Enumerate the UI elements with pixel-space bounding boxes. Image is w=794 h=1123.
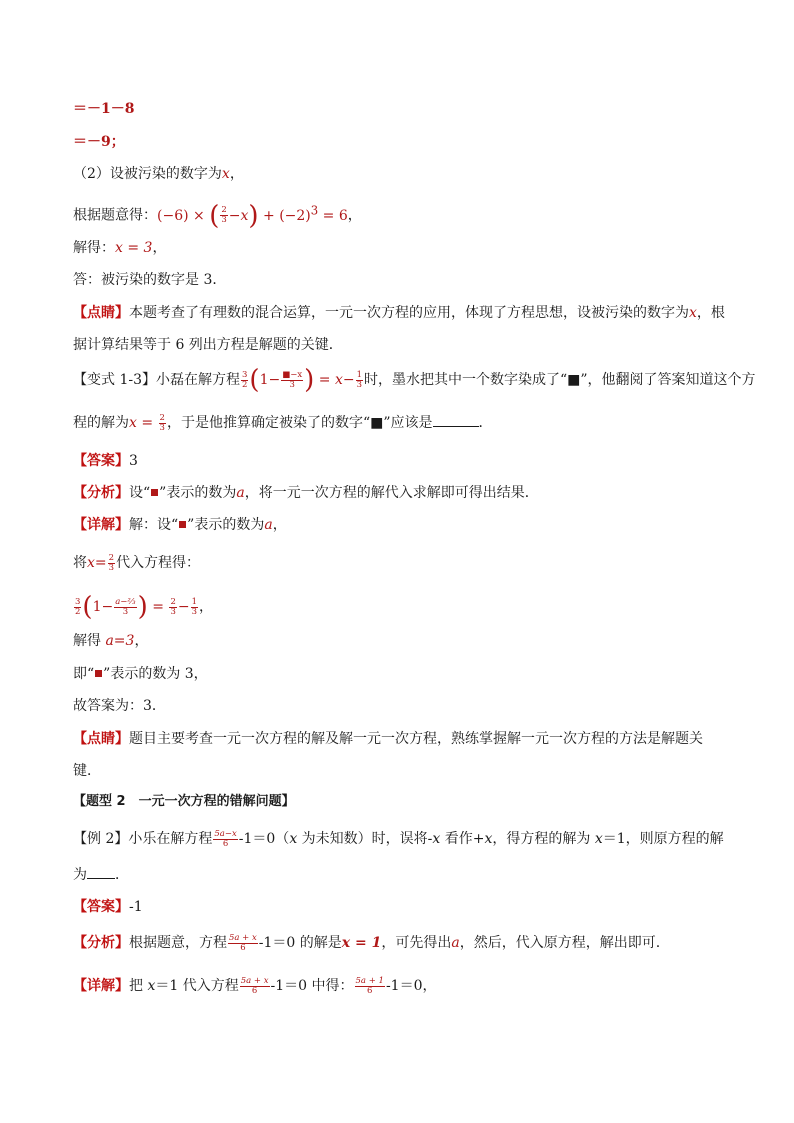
detail-line <box>73 631 724 651</box>
math-part: x= <box>87 555 107 571</box>
text: ， <box>134 633 149 649</box>
analysis-line <box>73 483 724 503</box>
answer-line <box>73 270 724 290</box>
section-tag: 【点睛】 <box>73 305 129 321</box>
text: ，然后，代入原方程，解出即可. <box>459 935 661 951</box>
text: ”表示的数为 <box>187 517 265 533</box>
text: 3 <box>129 453 138 469</box>
comment-line <box>73 729 724 749</box>
equation <box>212 828 238 849</box>
fraction <box>281 371 303 390</box>
text: ，将一元一次方程的解代入求解即可得出结果． <box>244 485 539 501</box>
numerator: 2 <box>221 205 227 216</box>
detail-equation-line <box>73 592 724 622</box>
text: ， <box>272 517 287 533</box>
equation-setup-line <box>73 200 724 231</box>
text: -1＝0， <box>385 978 437 994</box>
equation <box>240 365 364 395</box>
fraction <box>228 934 258 953</box>
denominator: 3 <box>108 562 115 573</box>
variable: a <box>264 517 273 533</box>
numerator: 5a−x <box>214 828 237 839</box>
fraction <box>356 371 363 390</box>
text: ”表示的数为 <box>159 485 237 501</box>
section-tag: 【分析】 <box>73 485 129 501</box>
text: 程的解为 <box>73 415 129 431</box>
text: ＝1，则原方程的解 <box>602 831 724 847</box>
fraction <box>169 598 176 617</box>
text: 小磊在解方程 <box>156 372 240 388</box>
fraction <box>220 206 227 225</box>
section-tag: 【答案】 <box>73 453 129 469</box>
text: 根据题意，方程 <box>129 935 227 951</box>
numerator: 3 <box>75 596 81 607</box>
left-paren: ( <box>249 365 260 395</box>
math-part: = 6 <box>318 207 348 224</box>
ink-square-icon <box>179 521 186 528</box>
text: 故答案为：3． <box>73 698 166 714</box>
numerator: 3 <box>242 369 248 380</box>
denominator: 3 <box>122 606 129 617</box>
section-tag: 【例 2】 <box>73 831 129 847</box>
text: 小乐在解方程 <box>128 831 213 847</box>
left-paren: ( <box>82 592 93 622</box>
right-paren: ) <box>137 592 148 622</box>
section-tag: 【详解】 <box>73 978 129 994</box>
math-part: 1− <box>92 599 114 615</box>
math-expression: a=3 <box>105 633 135 649</box>
fraction <box>159 414 166 433</box>
equation <box>354 975 386 996</box>
text: 键． <box>73 763 101 779</box>
text: 解得： <box>73 240 115 256</box>
answer-blank <box>433 412 479 427</box>
section-tag: 【答案】 <box>73 899 129 915</box>
numerator: 1 <box>356 369 363 380</box>
section-tag: 【变式 1-3】 <box>73 372 156 388</box>
text: ． <box>115 867 129 883</box>
denominator: 3 <box>191 606 198 617</box>
denominator: 6 <box>251 985 258 996</box>
comment-line <box>73 303 724 323</box>
numerator: 2 <box>170 596 176 607</box>
text: ＝1 代入方程 <box>155 978 239 994</box>
text: 为未知数）时，误将 <box>297 831 428 847</box>
fraction <box>108 554 115 573</box>
text: ， <box>229 166 244 182</box>
left-paren: ( <box>209 200 220 231</box>
variable: a <box>451 935 460 951</box>
equation <box>227 932 259 953</box>
result-line <box>73 238 724 258</box>
denominator: 6 <box>222 838 229 849</box>
text: ， <box>199 599 214 615</box>
equation <box>87 552 116 573</box>
math-expression: x = 1 <box>341 935 382 951</box>
ink-square-icon <box>151 489 158 496</box>
text: （2）设被污染的数字为 <box>73 166 222 182</box>
answer-line <box>73 897 724 917</box>
text: 为 <box>73 867 87 883</box>
text: 本题考查了有理数的混合运算，一元一次方程的应用，体现了方程思想，设被污染的数字为 <box>129 305 689 321</box>
variable: x <box>147 978 156 994</box>
denominator: 3 <box>289 379 295 390</box>
fraction <box>355 977 385 996</box>
variable: x <box>689 305 697 321</box>
numerator: a−⅔ <box>115 596 136 607</box>
math-part: 1− <box>259 372 281 388</box>
ink-square-icon <box>95 670 102 677</box>
fraction <box>241 371 248 390</box>
text: ， <box>152 240 167 256</box>
answer-line <box>73 451 724 471</box>
fraction <box>191 598 198 617</box>
denominator: 6 <box>367 985 373 996</box>
solution-part-2-line <box>73 164 724 184</box>
comment-line <box>73 335 724 355</box>
text: 题目主要考查一元一次方程的解及解一元一次方程，熟练掌握解一元一次方程的方法是解题关 <box>129 731 703 747</box>
problem-line <box>73 365 756 395</box>
math-expression: ＝－1－8 <box>73 101 135 117</box>
text: ，可先得出 <box>381 935 452 951</box>
text: 据计算结果等于 6 列出方程是解题的关键． <box>73 337 343 353</box>
math-expression: ＝－9； <box>73 134 125 150</box>
detail-line <box>73 976 724 996</box>
detail-line <box>73 515 724 535</box>
variable: -x <box>427 831 441 847</box>
text: ”表示的数为 3， <box>103 666 208 682</box>
denominator: 6 <box>240 942 246 953</box>
text: 答：被污染的数字是 3． <box>73 272 227 288</box>
numerator: 5a + x <box>240 975 269 986</box>
variable: x <box>289 831 298 847</box>
numerator: 2 <box>108 552 115 563</box>
equation <box>73 592 199 622</box>
math-part: −x <box>228 207 249 224</box>
variable: x <box>221 166 230 182</box>
text: ，根 <box>696 305 725 321</box>
math-part: x = <box>129 415 158 431</box>
numerator: 2 <box>159 412 165 423</box>
text: 解：设“ <box>129 517 179 533</box>
text: -1＝0 的解是 <box>258 935 342 951</box>
section-heading-line <box>73 791 724 812</box>
text: ，于是他推算确定被染了的数字“■”应该是 <box>166 415 433 431</box>
text: -1＝0 中得： <box>270 978 354 994</box>
numerator: 1 <box>191 596 198 607</box>
right-paren: ) <box>304 365 315 395</box>
math-part: = x− <box>314 372 355 388</box>
fraction <box>240 977 270 996</box>
exponent: 3 <box>310 203 319 217</box>
analysis-line <box>73 933 724 953</box>
text: 时，墨水把其中一个数字染成了“■”，他翻阅了答案知道这个方 <box>364 372 756 388</box>
text: ，得方程的解为 <box>492 831 595 847</box>
math-part: + (−2) <box>258 207 311 224</box>
section-heading: 【题型 2 一元一次方程的错解问题】 <box>73 794 295 809</box>
text: 把 <box>129 978 148 994</box>
equation <box>239 975 271 996</box>
equation <box>157 200 348 231</box>
numerator: 5a + 1 <box>355 975 384 986</box>
detail-line <box>73 664 724 684</box>
fraction <box>114 598 136 617</box>
section-tag: 【详解】 <box>73 517 129 533</box>
numerator: ■−x <box>282 369 303 380</box>
denominator: 3 <box>356 379 363 390</box>
example-line <box>73 829 724 849</box>
text: -1 <box>129 899 143 915</box>
math-part: (−6) × <box>157 207 210 224</box>
text: ． <box>478 415 493 431</box>
variable: x <box>594 831 603 847</box>
comment-line <box>73 761 724 781</box>
denominator: 2 <box>75 606 81 617</box>
fraction <box>213 830 237 849</box>
answer-blank <box>87 864 115 879</box>
variable: +x <box>472 831 493 847</box>
denominator: 3 <box>221 215 227 226</box>
solution-step-line <box>73 99 724 119</box>
text: -1＝0（ <box>238 831 290 847</box>
text: 解得 <box>73 633 106 649</box>
denominator: 3 <box>170 606 176 617</box>
denominator: 3 <box>159 422 165 433</box>
text: 设“ <box>129 485 151 501</box>
math-part: = <box>147 599 169 615</box>
right-paren: ) <box>248 200 259 231</box>
math-part: − <box>177 599 190 615</box>
variable: a <box>236 485 245 501</box>
problem-line <box>73 412 724 433</box>
numerator: 5a + x <box>229 932 257 943</box>
section-tag: 【分析】 <box>73 935 129 951</box>
detail-line <box>73 696 724 716</box>
solution-step-line <box>73 132 724 152</box>
example-line <box>73 864 724 885</box>
fraction <box>74 598 81 617</box>
text: 即“ <box>73 666 95 682</box>
section-tag: 【点睛】 <box>73 731 129 747</box>
text: 代入方程得： <box>116 555 201 571</box>
text: ， <box>347 207 362 224</box>
denominator: 2 <box>242 379 248 390</box>
text: 根据题意得： <box>73 207 157 224</box>
text: 看作 <box>440 831 473 847</box>
equation <box>129 412 167 433</box>
text: 将 <box>73 555 87 571</box>
detail-line <box>73 553 724 573</box>
math-expression: x = 3 <box>115 240 153 256</box>
